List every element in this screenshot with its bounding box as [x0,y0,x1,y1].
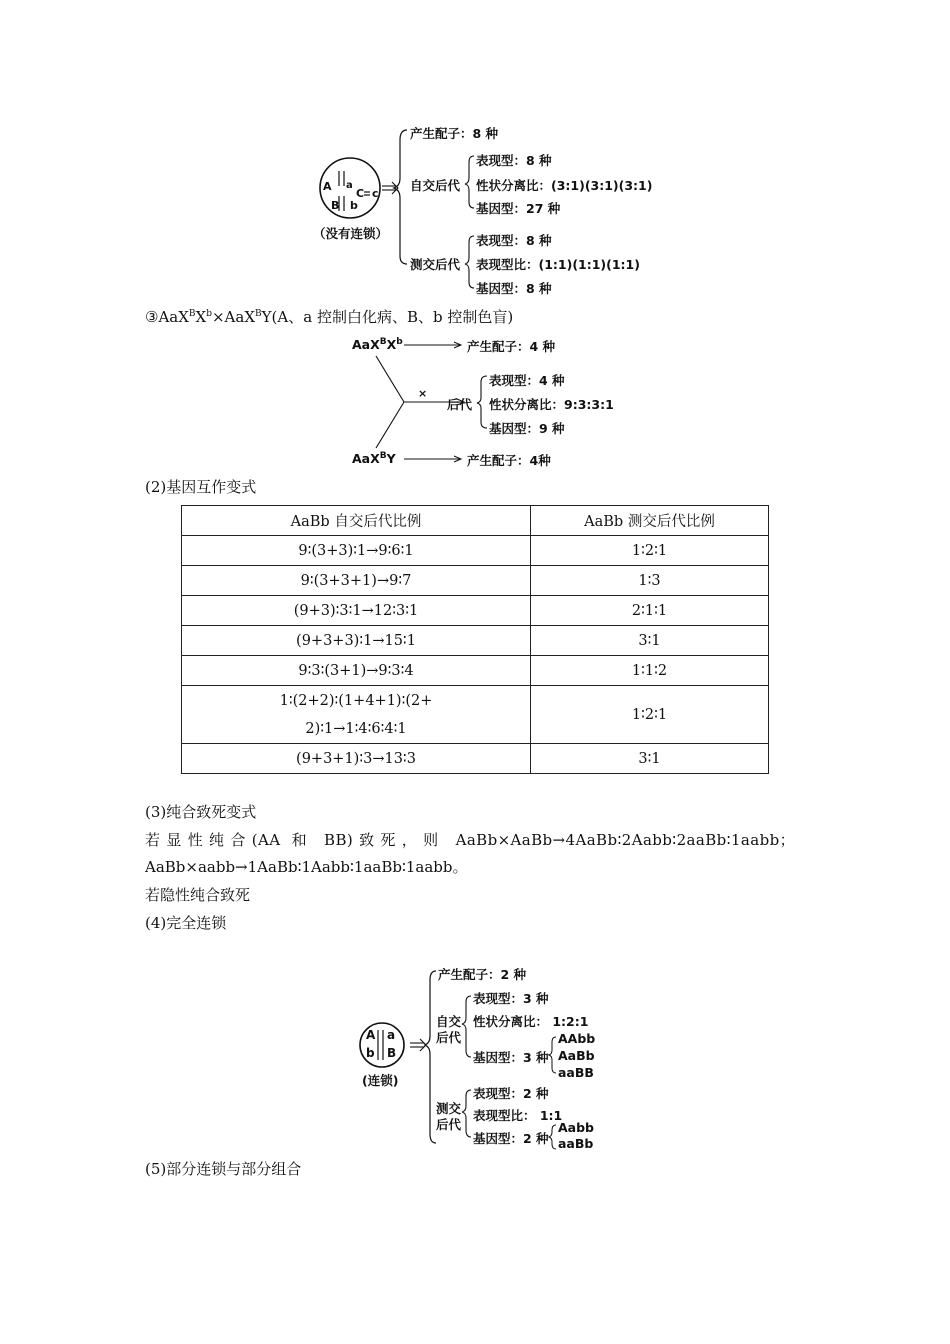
table-cell: 1∶1∶2 [531,656,769,686]
diagram1-selfing-phenotype: 表现型：8 种 [476,153,552,168]
offspring-label: 后代 [447,397,473,412]
lethal-line-1: 若显性纯合(AA 和 BB)致死，则 AaBb×AaBb→4AaBb∶2Aabb∶2aaBb∶1aabb； [145,831,795,849]
section-cross-heading: $③AaX^BX^b\times AaX^BY(A$、a 控制白化病、B、b 控制色盲) [145,308,514,326]
genotype-item: AAbb [558,1031,596,1046]
table-cell: (9+3)∶3∶1→12∶3∶1 [182,596,531,626]
allele-a: a [387,1028,396,1042]
offspring-phenotype: 表现型：4 种 [489,373,565,388]
table-cell: 1∶(2+2)∶(1+4+1)∶(2+ 2)∶1→1∶4∶6∶4∶1 [182,686,531,744]
parent1-gametes: 产生配子：4 种 [467,339,556,354]
diagram3-selfing-label-2: 后代 [436,1030,462,1045]
diagram1-selfing-ratio: 性状分离比：(3:1)(3:1)(3:1) [476,178,653,193]
allele-a: a [346,180,353,191]
cross-symbol: × [418,387,428,400]
diagram1-testcross-ratio: 表现型比：(1:1)(1:1)(1:1) [476,257,640,272]
diagram1-gametes: 产生配子：8 种 [410,126,499,141]
allele-b: b [366,1046,375,1060]
lethal-line-2: AaBb×aabb→1AaBb∶1Aabb∶1aaBb∶1aabb。 [145,858,468,876]
allele-B: B [331,199,340,212]
table-cell: 3∶1 [531,626,769,656]
table-cell: 1∶2∶1 [531,686,769,744]
parent2-genotype: AaX$^B$Y [352,451,396,467]
table-cell: 9∶(3+3+1)→9∶7 [182,566,531,596]
section-partial-linkage: (5)部分连锁与部分组合 [145,1160,302,1178]
diagram3-testcross-phenotype: 表现型：2 种 [473,1086,549,1101]
diagram3-selfing-phenotype: 表现型：3 种 [473,991,549,1006]
table-cell: 1∶3 [531,566,769,596]
diagram1-testcross-phenotype: 表现型：8 种 [476,233,552,248]
genotype-item: aaBb [558,1136,594,1151]
table-cell: 9∶3∶(3+1)→9∶3∶4 [182,656,531,686]
section-complete-linkage: (4)完全连锁 [145,914,227,932]
allele-A: A [366,1028,376,1042]
table-cell: 2∶1∶1 [531,596,769,626]
genotype-item: Aabb [558,1120,595,1135]
table-cell: 1∶2∶1 [531,536,769,566]
table-header: AaBb 测交后代比例 [531,506,769,536]
section-gene-interaction: (2)基因互作变式 [145,478,257,496]
allele-C: C [356,187,365,200]
allele-b: b [350,199,358,212]
diagram3-selfing-ratio: 性状分离比： 1:2:1 [473,1014,589,1029]
parent2-gametes: 产生配子：4种 [467,453,551,468]
diagram3-testcross-genotype: 基因型：2 种 [473,1131,549,1146]
table-header: AaBb 自交后代比例 [182,506,531,536]
genotype-item: aaBB [558,1065,594,1080]
diagram3-selfing-genotype: 基因型：3 种 [473,1050,549,1065]
diagram1-selfing-label: 自交后代 [410,178,461,193]
offspring-genotype: 基因型：9 种 [489,421,565,436]
diagram1-testcross-genotype: 基因型：8 种 [476,281,552,296]
diagram3-testcross-ratio: 表现型比： 1:1 [473,1108,563,1123]
offspring-ratio: 性状分离比：9:3:3:1 [489,397,614,412]
table-cell: (9+3+1)∶3→13∶3 [182,744,531,774]
section-lethal: (3)纯合致死变式 [145,803,257,821]
diagram3-selfing-label-1: 自交 [436,1014,462,1029]
parent1-genotype: $AaX^BX^b$ [352,337,403,353]
table-cell: (9+3+3)∶1→15∶1 [182,626,531,656]
diagram3-testcross-label-1: 测交 [436,1101,462,1116]
table-cell: 9∶(3+3)∶1→9∶6∶1 [182,536,531,566]
table-cell: 3∶1 [531,744,769,774]
diagram3-testcross-label-2: 后代 [436,1117,462,1132]
genotype-item: AaBb [558,1048,595,1063]
diagram1-caption: （没有连锁） [313,226,389,241]
allele-B: B [387,1046,397,1060]
diagram1-testcross-label: 测交后代 [410,257,461,272]
diagram3-gametes: 产生配子：2 种 [438,967,527,982]
recessive-lethal: 若隐性纯合致死 [145,886,251,904]
diagram1-selfing-genotype: 基因型：27 种 [476,201,561,216]
allele-c: c [372,187,379,200]
allele-A: A [323,180,332,193]
diagram3-caption: (连锁) [362,1073,399,1088]
